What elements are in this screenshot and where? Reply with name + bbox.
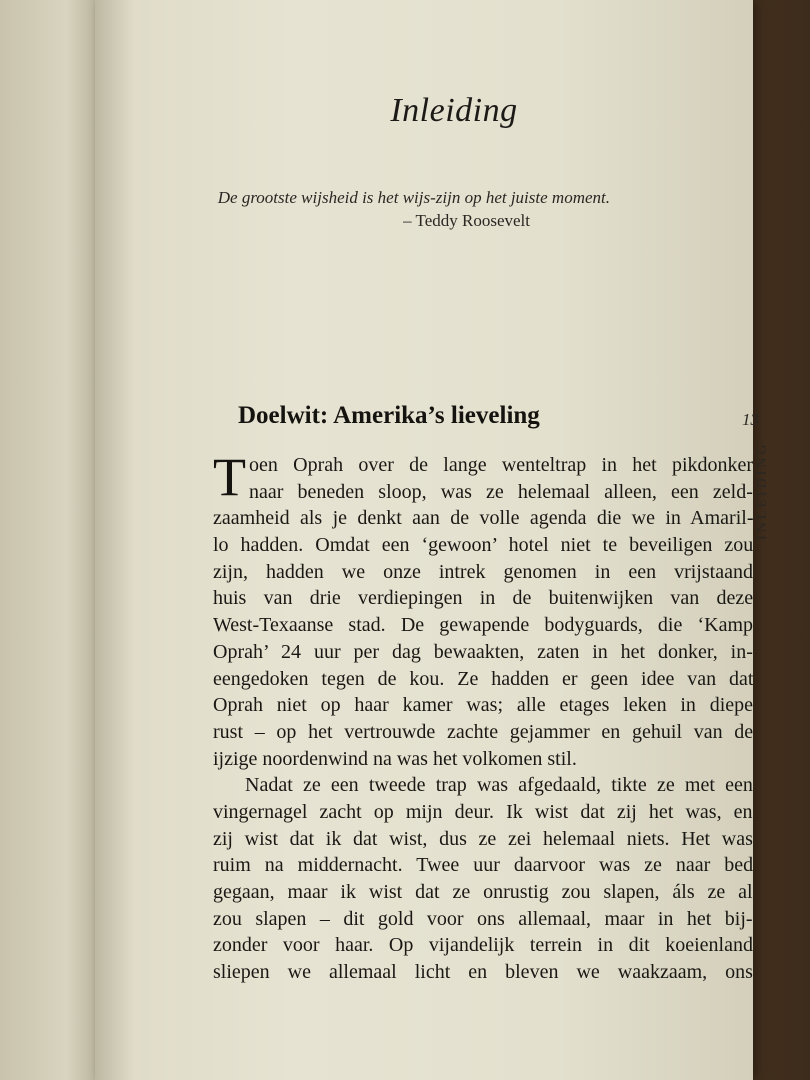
text-line: gegaan, maar ik wist dat ze onrustig zou slapen, áls ze al (213, 881, 753, 903)
text-line: West-Texaanse stad. De gewapende bodyguards, die ‘Kamp (213, 614, 754, 637)
running-head: INLEIDING (755, 441, 770, 540)
text-line: eengedoken tegen de kou. Ze hadden er geen idee van dat (213, 667, 754, 690)
text-line: zaamheid als je denkt aan de volle agenda die we in Amaril- (213, 507, 754, 530)
text-line: ijzige noordenwind na was het volkomen stil. (213, 747, 577, 770)
text-line: oen Oprah over de lange wenteltrap in het pikdonker (249, 454, 754, 476)
text-line: zijn, hadden we onze intrek genomen in een vrijstaand (213, 560, 753, 583)
text-line: vingernagel zacht op mijn deur. Ik wist dat zij het was, en (213, 800, 753, 823)
text-line: zou slapen – dit gold voor ons allemaal, maar in het bij- (213, 907, 753, 930)
text-line: Oprah niet op haar kamer was; alle etages leken in diepe (213, 694, 754, 717)
book-page (95, 0, 770, 1080)
text-line: zonder voor haar. Op vijandelijk terrein in dit koeienland (213, 934, 753, 957)
text-line: lo hadden. Omdat een ‘gewoon’ hotel niet te beveiligen zou (213, 534, 754, 557)
text-line: naar beneden sloop, was ze helemaal alleen, een zeld- (249, 480, 753, 503)
text-line: rust – op het vertrouwde zachte gejammer en gehuil van de (213, 720, 754, 743)
epigraph-quote: De grootste wijsheid is het wijs-zijn op het juiste moment. (217, 188, 610, 207)
drop-cap: T (213, 447, 246, 507)
page-number: 13 (742, 410, 759, 429)
section-heading: Doelwit: Amerika’s lieveling (238, 402, 540, 429)
text-line: Oprah’ 24 uur per dag bewaakten, zaten in het donker, in- (213, 640, 753, 663)
chapter-title: Inleiding (390, 92, 518, 129)
text-line: ruim na middernacht. Twee uur daarvoor was ze naar bed (213, 854, 754, 877)
text-line: sliepen we allemaal licht en bleven we waakzaam, ons (213, 961, 753, 984)
epigraph-author: – Teddy Roosevelt (403, 211, 530, 230)
text-line: huis van drie verdiepingen in de buitenwijken van deze (213, 587, 754, 610)
text-line: Nadat ze een tweede trap was afgedaald, tikte ze met een (245, 774, 753, 797)
body-text (213, 447, 754, 986)
epigraph (165, 186, 610, 232)
text-line: zij wist dat ik dat wist, dus ze zei helemaal niets. Het was (213, 827, 753, 850)
